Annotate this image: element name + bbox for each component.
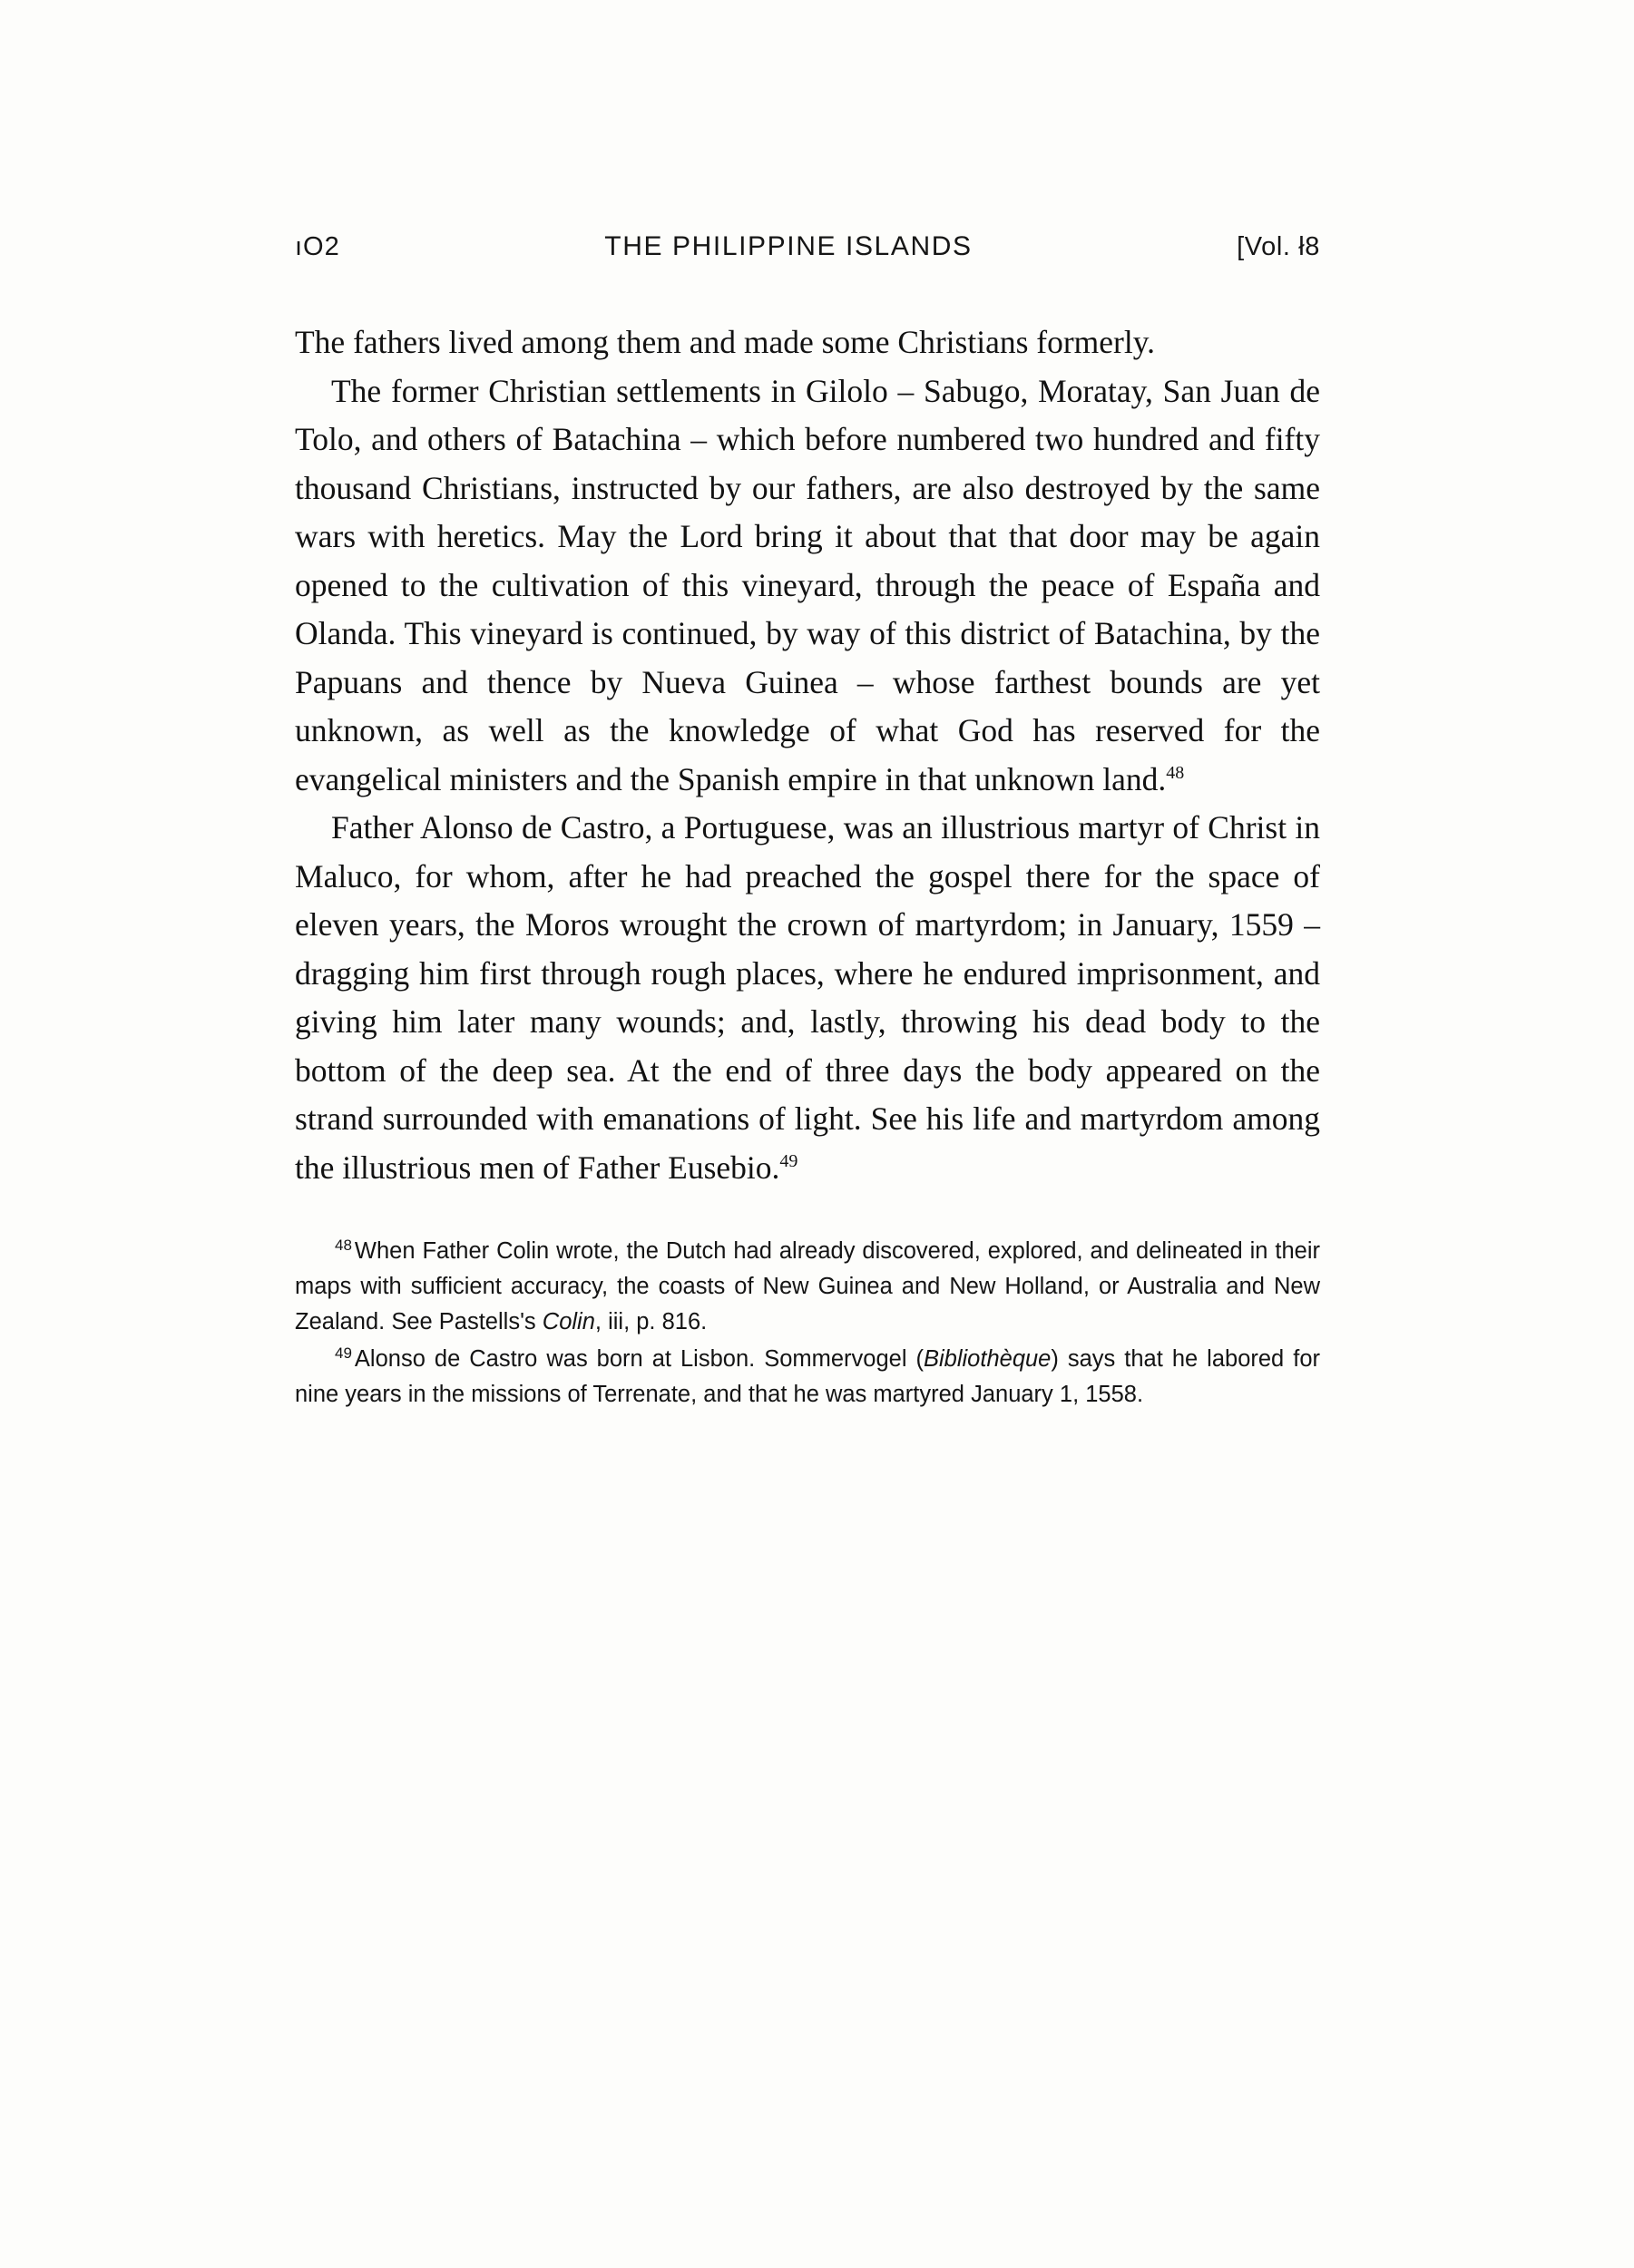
footnote-48-text-after: , iii, p. 816. [594,1309,708,1334]
body-text [295,318,1320,1192]
footnote-48-text-before: When Father Colin wrote, the Dutch had already discovered, explored, and delineated in their maps with sufficient accuracy, the coasts of New Guinea and New Holland, or Australia and New Zealand. See Pastells's [295,1238,1320,1334]
page-number: ıO2 [295,232,340,261]
footnote-49-text-after: ) says that he labored for nine years in the missions of Terrenate, and that he was martyred January 1, 1558. [295,1346,1320,1407]
footnote-ref-48[interactable]: 48 [1166,762,1185,783]
footnotes-block [295,1234,1320,1413]
paragraph-3 [295,804,1320,1192]
paragraph-3-text: Father Alonso de Castro, a Portuguese, was an illustrious martyr of Christ in Maluco, for whom, after he had preached the gospel there for the space of eleven years, the Moros wrought the crown of martyrdom; in January, 1559 – dragging him first through rough places, where he endured imprisonment, and giving him later many wounds; and, lastly, throwing his dead body to the bottom of the deep sea. At the end of three days the body appeared on the strand surrounded with emanations of light. See his life and martyrdom among the illustrious men of Father Eusebio. [295,809,1320,1186]
footnote-48-mark: 48 [335,1236,352,1254]
footnote-49-italic: Bibliothèque [924,1346,1052,1372]
footnote-49 [295,1342,1320,1413]
volume-marker: [Vol. ł8 [1237,232,1320,261]
paragraph-2-text: The former Christian settlements in Gilolo – Sabugo, Moratay, San Juan de Tolo, and others of Batachina – which before numbered two hundred and fifty thousand Christians, instructed by our fathers, are also destroyed by the same wars with heretics. May the Lord bring it about that that door may be again opened to the cultivation of this vineyard, through the peace of España and Olanda. This vineyard is continued, by way of this district of Batachina, by the Papuans and thence by Nueva Guinea – whose farthest bounds are yet unknown, as well as the knowledge of what God has reserved for the evangelical ministers and the Spanish empire in that unknown land. [295,372,1320,797]
footnote-48-italic: Colin [542,1309,595,1334]
book-title-header: THE PHILIPPINE ISLANDS [604,231,973,261]
paragraph-1: The fathers lived among them and made some Christians formerly. [295,324,1156,360]
running-head [295,231,1320,262]
footnote-48 [295,1234,1320,1340]
footnote-49-mark: 49 [335,1344,352,1362]
page-content [295,231,1320,1413]
paragraph-2 [295,367,1320,805]
footnote-49-text-before: Alonso de Castro was born at Lisbon. Sommervogel ( [354,1346,924,1372]
footnote-ref-49[interactable]: 49 [779,1150,798,1171]
